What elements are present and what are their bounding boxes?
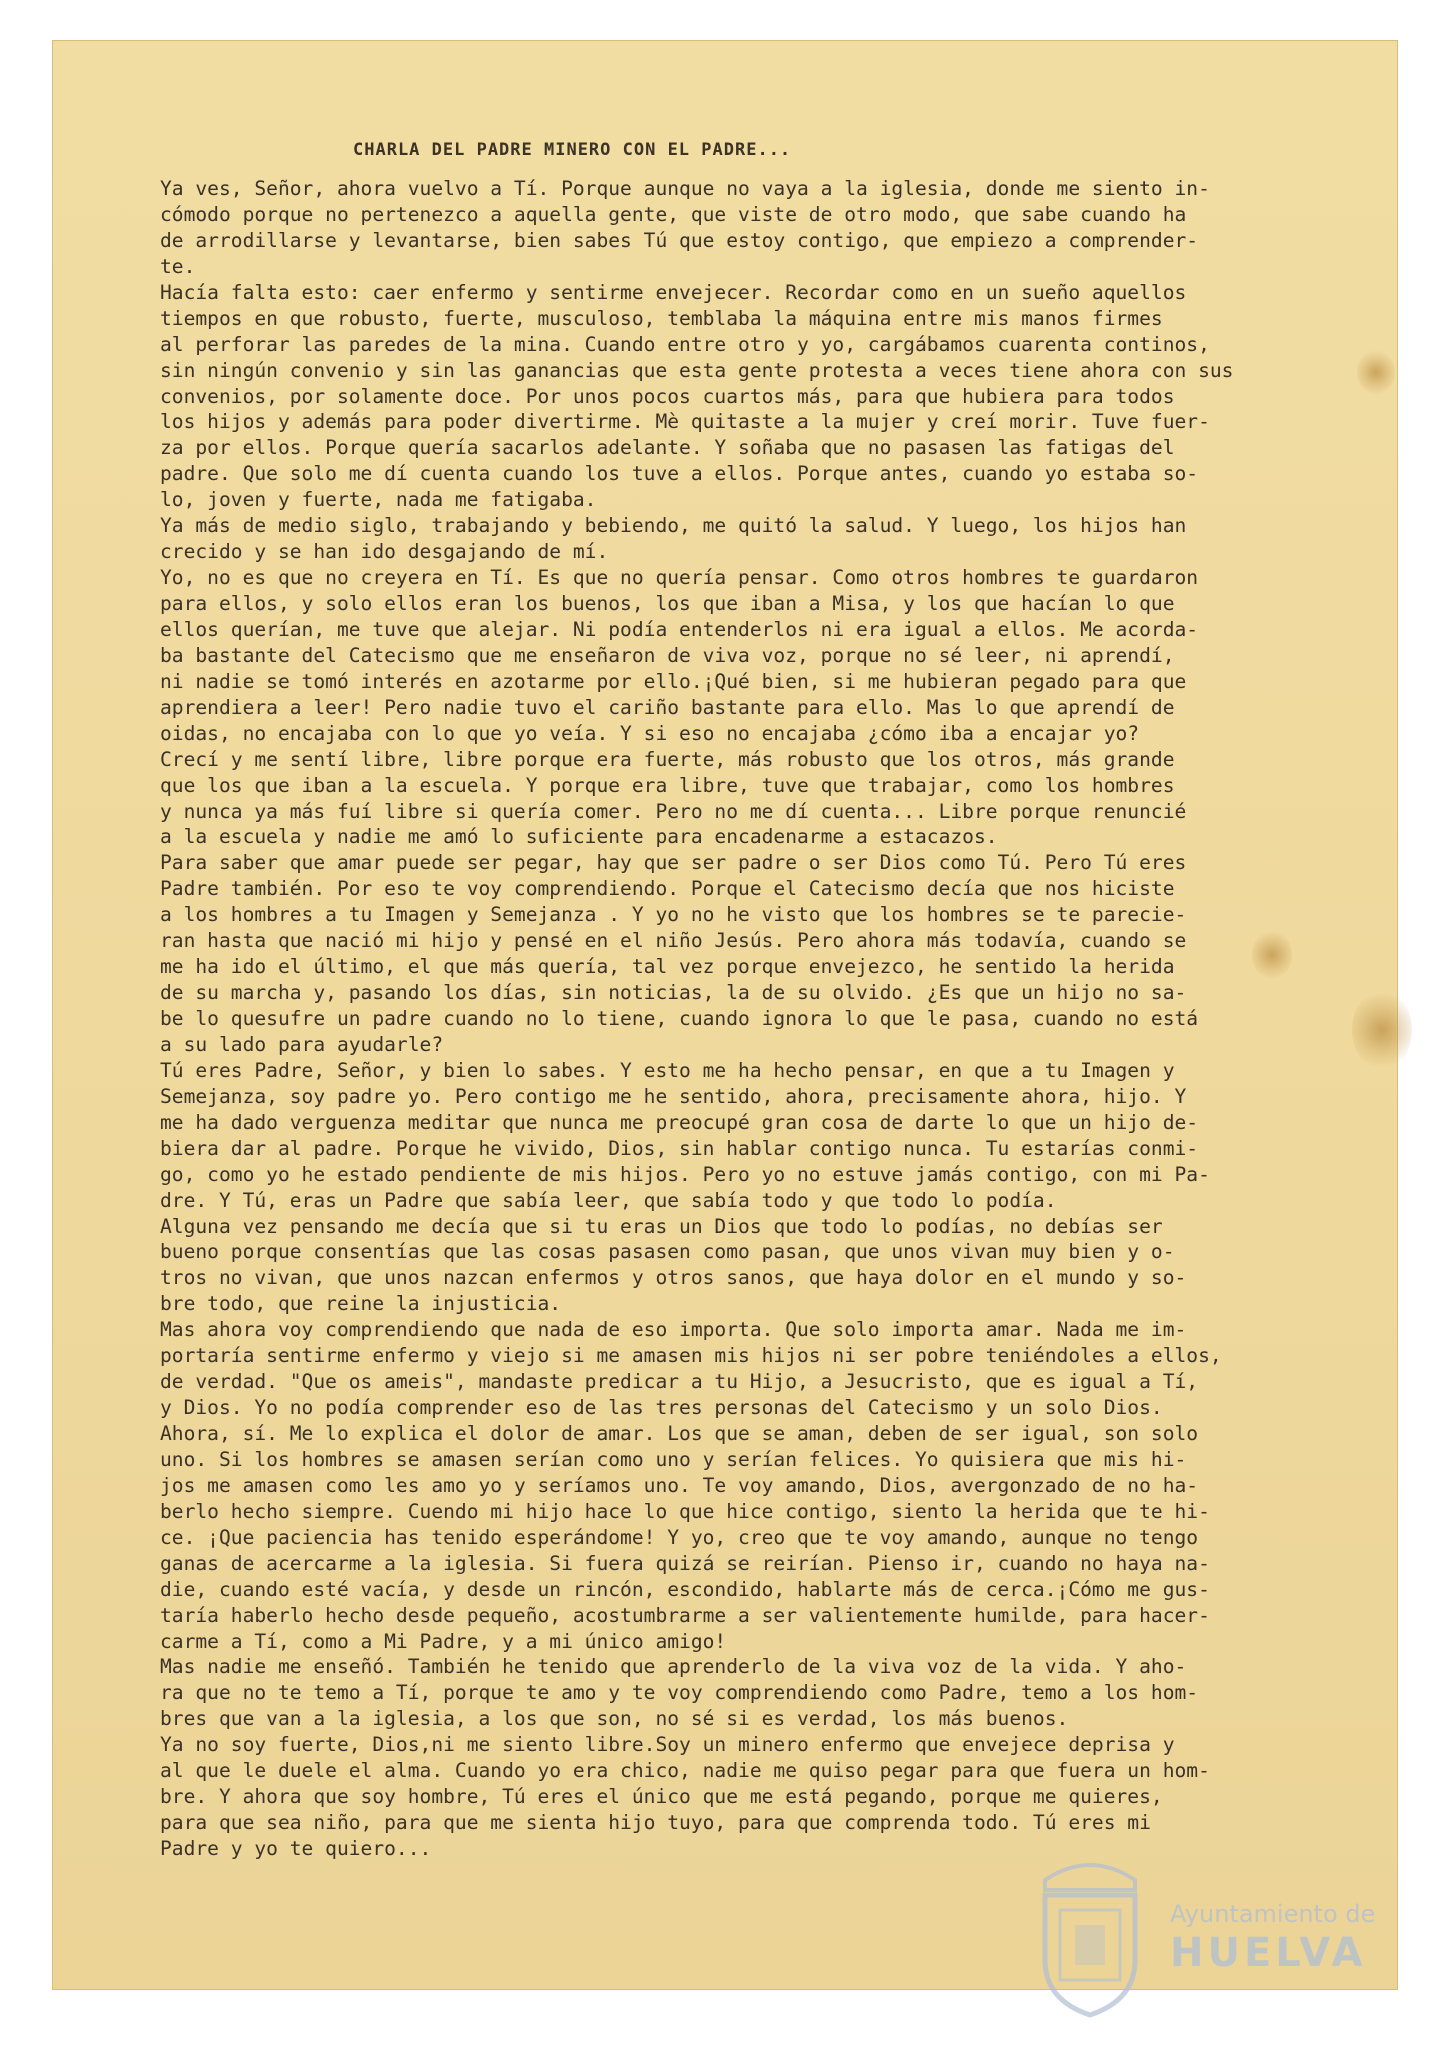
- text-line: Alguna vez pensando me decía que si tu eras un Dios que todo lo podías, no debías ser: [160, 1214, 1163, 1238]
- text-line: al que le duele el alma. Cuando yo era chico, nadie me quiso pegar para que fuera un hom-: [160, 1759, 1210, 1783]
- text-line: go, como yo he estado pendiente de mis hijos. Pero yo no estuve jamás contigo, con mi Pa-: [160, 1162, 1210, 1186]
- text-line: Ya ves, Señor, ahora vuelvo a Tí. Porque aunque no vaya a la iglesia, donde me siento in-: [160, 177, 1210, 200]
- text-line: Tú eres Padre, Señor, y bien lo sabes. Y esto me ha hecho pensar, en que a tu Imagen y: [160, 1058, 1175, 1082]
- text-line: Ahora, sí. Me lo explica el dolor de amar. Los que se aman, deben de ser igual, son solo: [160, 1422, 1199, 1445]
- text-line: Para saber que amar puede ser pegar, hay que ser padre o ser Dios como Tú. Pero Tú eres: [160, 851, 1187, 875]
- text-line: bre. Y ahora que soy hombre, Tú eres el único que me está pegando, porque me quieres,: [160, 1785, 1163, 1809]
- text-line: ni nadie se tomó interés en azotarme por ello.¡Qué bien, si me hubieran pegado para que: [160, 669, 1187, 693]
- text-line: los hijos y además para poder divertirme. Mè quitaste a la mujer y creí morir. Tuve fuer-: [160, 410, 1210, 434]
- text-line: ce. ¡Que paciencia has tenido esperándome! Y yo, creo que te voy amando, aunque no tengo: [160, 1525, 1199, 1549]
- text-line: te.: [160, 254, 196, 278]
- text-line: crecido y se han ido desgajando de mí.: [160, 540, 609, 564]
- text-line: tros no vivan, que unos nazcan enfermos y otros sanos, que haya dolor en el mundo y so-: [160, 1266, 1187, 1290]
- text-line: a los hombres a tu Imagen y Semejanza . Y yo no he visto que los hombres se te parecie-: [160, 903, 1187, 927]
- watermark: [1030, 1840, 1390, 2050]
- text-line: aprendiera a leer! Pero nadie tuvo el cariño bastante para ello. Mas lo que aprendí de: [160, 695, 1175, 719]
- text-line: taría haberlo hecho desde pequeño, acostumbrarme a ser valientemente humilde, para hacer-: [160, 1603, 1210, 1627]
- text-line: y Dios. Yo no podía comprender eso de las tres personas del Catecismo y un solo Dios.: [160, 1396, 1163, 1420]
- text-line: para ellos, y solo ellos eran los buenos, los que iban a Misa, y los que hacían lo que: [160, 592, 1175, 615]
- text-line: al perforar las paredes de la mina. Cuando entre otro y yo, cargábamos cuarenta continos,: [160, 332, 1210, 356]
- text-line: y nunca ya más fuí libre si quería comer. Pero no me dí cuenta... Libre porque renuncié: [160, 799, 1187, 823]
- text-line: de su marcha y, pasando los días, sin noticias, la de su olvido. ¿Es que un hijo no sa-: [160, 981, 1187, 1005]
- text-line: ganas de acercarme a la iglesia. Si fuera quizá se reirían. Pienso ir, cuando no haya na-: [160, 1551, 1210, 1575]
- coat-of-arms-icon: [1030, 1850, 1150, 2020]
- text-line: carme a Tí, como a Mi Padre, y a mi único amigo!: [160, 1629, 727, 1653]
- text-line: para que sea niño, para que me sienta hijo tuyo, para que comprenda todo. Tú eres mi: [160, 1811, 1151, 1835]
- text-line: sin ningún convenio y sin las ganancias que esta gente protesta a veces tiene ahora con sus: [160, 358, 1234, 382]
- text-line: ra que no te temo a Tí, porque te amo y te voy comprendiendo como Padre, temo a los hom-: [160, 1681, 1199, 1705]
- text-line: convenios, por solamente doce. Por unos pocos cuartos más, para que hubiera para todos: [160, 384, 1175, 408]
- watermark-line-1: Ayuntamiento de: [1170, 1900, 1376, 1928]
- text-line: berlo hecho siempre. Cuendo mi hijo hace lo que hice contigo, siento la herida que te hi-: [160, 1499, 1210, 1523]
- text-line: bres que van a la iglesia, a los que son, no sé si es verdad, los más buenos.: [160, 1707, 1069, 1731]
- text-line: ba bastante del Catecismo que me enseñaron de viva voz, porque no sé leer, ni aprendí,: [160, 643, 1175, 667]
- text-line: portaría sentirme enfermo y viejo si me amasen mis hijos ni ser pobre teniéndoles a ellos,: [160, 1344, 1222, 1368]
- text-line: Yo, no es que no creyera en Tí. Es que no quería pensar. Como otros hombres te guardaron: [160, 566, 1199, 590]
- text-line: jos me amasen como les amo yo y seríamos uno. Te voy amando, Dios, avergonzado de no ha-: [160, 1473, 1199, 1497]
- text-line: uno. Si los hombres se amasen serían como uno y serían felices. Yo quisiera que mis hi-: [160, 1447, 1187, 1471]
- text-line: dre. Y Tú, eras un Padre que sabía leer, que sabía todo y que todo lo podía.: [160, 1188, 1057, 1212]
- text-line: Semejanza, soy padre yo. Pero contigo me he sentido, ahora, precisamente ahora, hijo. Y: [160, 1084, 1187, 1108]
- text-line: a la escuela y nadie me amó lo suficiente para encadenarme a estacazos.: [160, 825, 998, 849]
- stain-mark: [1352, 990, 1412, 1070]
- text-line: padre. Que solo me dí cuenta cuando los tuve a ellos. Porque antes, cuando yo estaba so-: [160, 462, 1199, 486]
- stain-mark: [1357, 350, 1395, 395]
- text-line: Hacía falta esto: caer enfermo y sentirme envejecer. Recordar como en un sueño aquellos: [160, 280, 1187, 304]
- text-line: za por ellos. Porque quería sacarlos adelante. Y soñaba que no pasasen las fatigas del: [160, 436, 1175, 460]
- text-line: die, cuando esté vacía, y desde un rincón, escondido, hablarte más de cerca.¡Cómo me gus-: [160, 1577, 1210, 1601]
- text-line: ran hasta que nació mi hijo y pensé en el niño Jesús. Pero ahora más todavía, cuando se: [160, 929, 1187, 953]
- text-line: Ya más de medio siglo, trabajando y bebiendo, me quitó la salud. Y luego, los hijos han: [160, 514, 1187, 538]
- text-line: Crecí y me sentí libre, libre porque era fuerte, más robusto que los otros, más grande: [160, 747, 1175, 771]
- text-line: bre todo, que reine la injusticia.: [160, 1292, 562, 1316]
- text-line: de arrodillarse y levantarse, bien sabes Tú que estoy contigo, que empiezo a comprender-: [160, 228, 1199, 252]
- text-line: biera dar al padre. Porque he vivido, Dios, sin hablar contigo nunca. Tu estarías conmi-: [160, 1136, 1199, 1160]
- document-title: CHARLA DEL PADRE MINERO CON EL PADRE...: [353, 140, 792, 160]
- text-line: Padre y yo te quiero...: [160, 1837, 432, 1860]
- text-line: tiempos en que robusto, fuerte, musculoso, temblaba la máquina entre mis manos firmes: [160, 306, 1163, 330]
- text-line: bueno porque consentías que las cosas pasasen como pasan, que unos vivan muy bien y o-: [160, 1240, 1175, 1264]
- text-line: ellos querían, me tuve que alejar. Ni podía entenderlos ni era igual a ellos. Me acorda-: [160, 617, 1199, 641]
- text-line: me ha dado verguenza meditar que nunca me preocupé gran cosa de darte lo que un hijo de-: [160, 1110, 1199, 1134]
- text-line: Mas nadie me enseñó. También he tenido que aprenderlo de la viva voz de la vida. Y aho-: [160, 1655, 1187, 1679]
- text-line: oidas, no encajaba con lo que yo veía. Y si eso no encajaba ¿cómo iba a encajar yo?: [160, 721, 1140, 745]
- document-body: [160, 176, 1340, 1862]
- text-line: lo, joven y fuerte, nada me fatigaba.: [160, 488, 597, 512]
- text-line: a su lado para ayudarle?: [160, 1032, 444, 1056]
- text-line: be lo quesufre un padre cuando no lo tiene, cuando ignora lo que le pasa, cuando no está: [160, 1007, 1199, 1030]
- text-line: que los que iban a la escuela. Y porque era libre, tuve que trabajar, como los hombres: [160, 773, 1175, 797]
- text-line: de verdad. "Que os ameis", mandaste predicar a tu Hijo, a Jesucristo, que es igual a Tí,: [160, 1370, 1199, 1394]
- watermark-line-2: HUELVA: [1170, 1930, 1367, 1976]
- text-line: Mas ahora voy comprendiendo que nada de eso importa. Que solo importa amar. Nada me im-: [160, 1318, 1187, 1342]
- text-line: me ha ido el último, el que más quería, tal vez porque envejezco, he sentido la herida: [160, 955, 1175, 979]
- text-line: Padre también. Por eso te voy comprendiendo. Porque el Catecismo decía que nos hiciste: [160, 877, 1175, 901]
- text-line: Ya no soy fuerte, Dios,ni me siento libre.Soy un minero enfermo que envejece deprisa y: [160, 1733, 1175, 1757]
- text-line: cómodo porque no pertenezco a aquella gente, que viste de otro modo, que sabe cuando ha: [160, 202, 1187, 226]
